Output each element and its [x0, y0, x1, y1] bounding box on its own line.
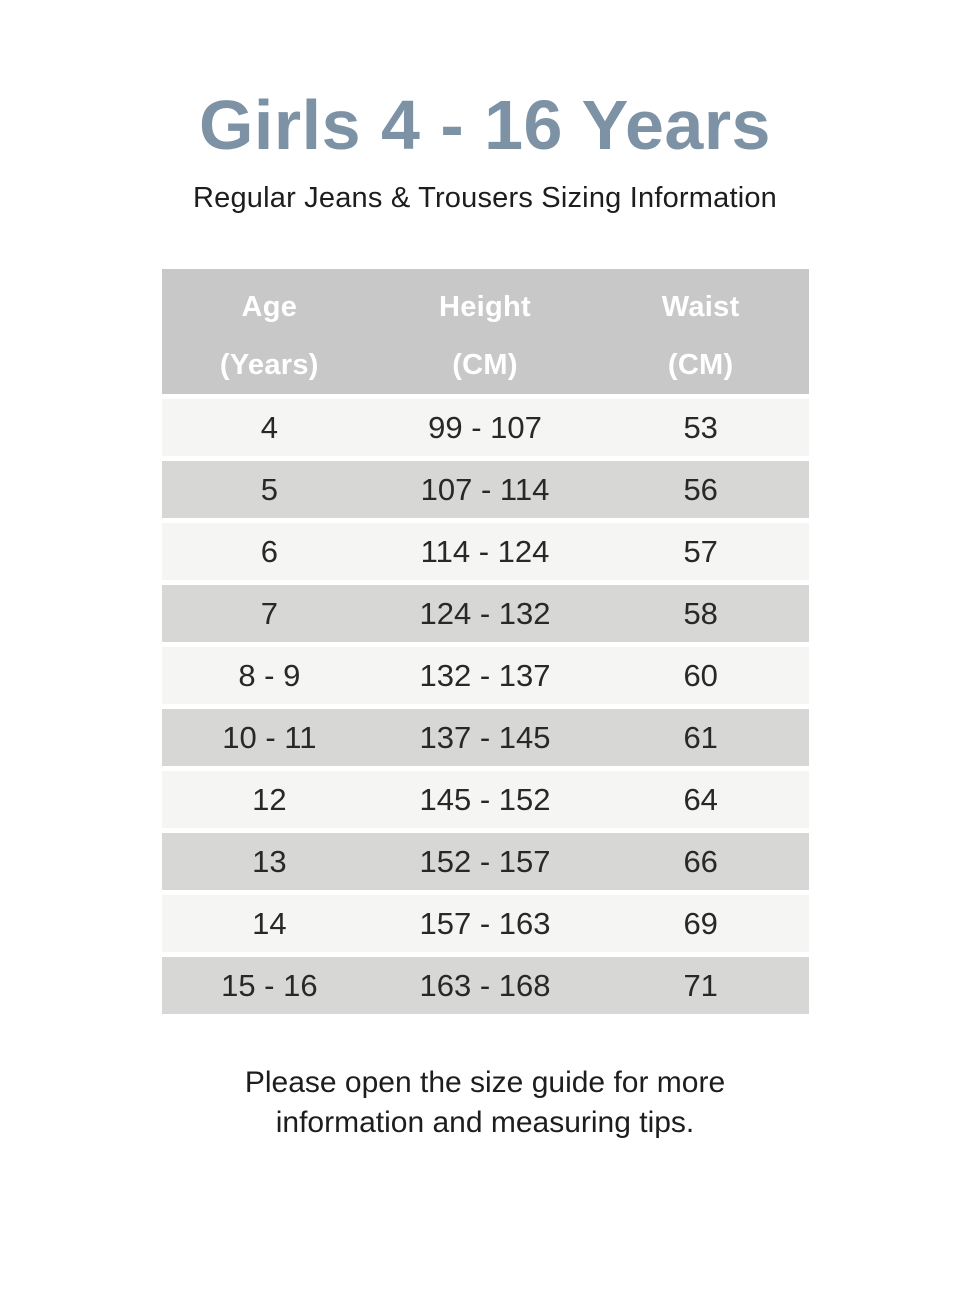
age-cell: 8 - 9: [238, 657, 301, 693]
table-row: [162, 957, 809, 1019]
height-cell: 132 - 137: [419, 657, 551, 693]
column-header-height-line2: (CM): [452, 349, 518, 381]
table-row: [162, 895, 809, 957]
footer-note-line1: Please open the size guide for more: [244, 1066, 726, 1099]
page-title: Girls 4 - 16 Years: [198, 86, 771, 164]
age-cell: 13: [252, 843, 287, 879]
footer-note: [0, 1063, 970, 1142]
table-row: [162, 771, 809, 833]
column-header-age: [162, 281, 378, 382]
table-row: [162, 523, 809, 585]
age-cell: 6: [260, 533, 278, 569]
height-cell: 145 - 152: [419, 781, 551, 817]
waist-cell: 57: [683, 533, 718, 569]
age-cell: 10 - 11: [222, 719, 317, 755]
waist-cell: 66: [683, 843, 718, 879]
waist-cell: 56: [683, 471, 718, 507]
waist-cell: 69: [683, 905, 718, 941]
age-cell: 4: [260, 409, 278, 445]
table-row: [162, 709, 809, 771]
column-header-waist-line1: Waist: [661, 291, 740, 323]
table-row: [162, 647, 809, 709]
age-cell: 14: [252, 905, 287, 941]
size-table: [162, 269, 809, 1019]
height-cell: 99 - 107: [428, 409, 542, 445]
column-header-age-line2: (Years): [219, 349, 319, 381]
page-subtitle: Regular Jeans & Trousers Sizing Information: [192, 182, 778, 214]
column-header-waist-line2: (CM): [667, 349, 734, 381]
table-row: [162, 461, 809, 523]
footer-note-line2: information and measuring tips.: [275, 1105, 695, 1139]
waist-cell: 64: [683, 781, 718, 817]
height-cell: 124 - 132: [419, 595, 551, 631]
height-cell: 107 - 114: [420, 471, 550, 507]
table-row: [162, 399, 809, 461]
waist-cell: 53: [683, 409, 718, 445]
column-header-waist: [593, 281, 809, 382]
age-cell: 5: [260, 471, 278, 507]
age-cell: 15 - 16: [221, 967, 318, 1003]
height-cell: 137 - 145: [419, 719, 551, 755]
waist-cell: 71: [683, 967, 718, 1003]
column-header-age-line1: Age: [241, 291, 298, 323]
waist-cell: 58: [683, 595, 718, 631]
waist-cell: 61: [683, 719, 718, 755]
table-row: [162, 833, 809, 895]
age-cell: 7: [260, 595, 278, 631]
height-cell: 152 - 157: [419, 843, 551, 879]
height-cell: 163 - 168: [419, 967, 551, 1003]
column-header-height-line1: Height: [439, 291, 532, 323]
waist-cell: 60: [683, 657, 718, 693]
column-header-height: [377, 281, 593, 382]
table-header-row: [162, 269, 809, 399]
height-cell: 114 - 124: [420, 533, 550, 569]
height-cell: 157 - 163: [419, 905, 551, 941]
age-cell: 12: [252, 781, 287, 817]
table-row: [162, 585, 809, 647]
